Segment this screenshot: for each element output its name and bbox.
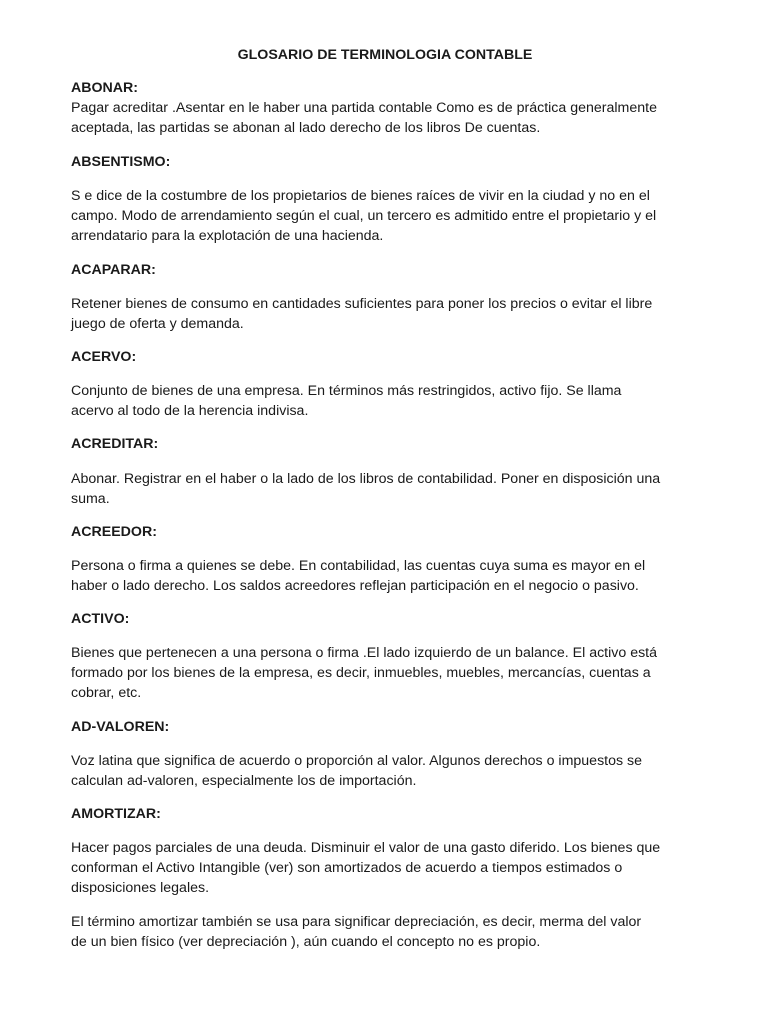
definition-line: formado por los bienes de la empresa, es decir, inmuebles, muebles, mercancías, cuentas a [71,665,651,681]
term-abonar: ABONAR: [71,80,138,96]
definition-line: Abonar. Registrar en el haber o la lado de los libros de contabilidad. Poner en disposición una [71,471,661,487]
definition-line: de un bien físico (ver depreciación ), aún cuando el concepto no es propio. [71,934,541,950]
definition-line: calculan ad-valoren, especialmente los de importación. [71,773,417,789]
definition-line: acervo al todo de la herencia indivisa. [71,403,309,419]
term-amortizar: AMORTIZAR: [71,806,161,822]
definition-acreedor [71,556,701,596]
term-ad-valoren: AD-VALOREN: [71,719,170,735]
definition-line: Persona o firma a quienes se debe. En contabilidad, las cuentas cuya suma es mayor en el [71,558,646,574]
definition-line: Hacer pagos parciales de una deuda. Disminuir el valor de una gasto diferido. Los bienes que [71,840,661,856]
definition-line: disposiciones legales. [71,880,210,896]
term-acreditar: ACREDITAR: [71,436,159,452]
definition-line: Voz latina que significa de acuerdo o proporción al valor. Algunos derechos o impuestos se [71,753,643,769]
definition-line: aceptada, las partidas se abonan al lado derecho de los libros De cuentas. [71,120,541,136]
definition-acreditar [71,469,701,509]
definition-ad-valoren [71,751,701,791]
definition-line: S e dice de la costumbre de los propietarios de bienes raíces de vivir en la ciudad y no en el [71,188,650,204]
definition-activo [71,643,701,703]
definition-acaparar [71,294,701,334]
definition-abonar [71,98,701,138]
definition-line: cobrar, etc. [71,685,142,701]
definition-line: El término amortizar también se usa para significar depreciación, es decir, merma del valor [71,914,642,930]
definition-line: Conjunto de bienes de una empresa. En términos más restringidos, activo fijo. Se llama [71,383,622,399]
definition-line: haber o lado derecho. Los saldos acreedores reflejan participación en el negocio o pasivo. [71,578,639,594]
term-activo: ACTIVO: [71,611,130,627]
definition-absentismo [71,186,701,246]
definition-line: Pagar acreditar .Asentar en le haber una partida contable Como es de práctica generalmente [71,100,657,116]
definition-line: conforman el Activo Intangible (ver) son amortizados de acuerdo a tiempos estimados o [71,860,623,876]
definition-line: suma. [71,491,110,507]
definition-acervo [71,381,701,421]
term-absentismo: ABSENTISMO: [71,154,171,170]
term-acaparar: ACAPARAR: [71,262,156,278]
definition-amortizar-extra [71,912,701,952]
document-title: GLOSARIO DE TERMINOLOGIA CONTABLE [237,47,533,63]
definition-line: campo. Modo de arrendamiento según el cual, un tercero es admitido entre el propietario y el [71,208,657,224]
definition-line: Bienes que pertenecen a una persona o firma .El lado izquierdo de un balance. El activo está [71,645,658,661]
term-acervo: ACERVO: [71,349,137,365]
definition-line: arrendatario para la explotación de una hacienda. [71,228,384,244]
definition-line: juego de oferta y demanda. [71,316,244,332]
definition-amortizar [71,838,701,898]
term-acreedor: ACREEDOR: [71,524,157,540]
definition-line: Retener bienes de consumo en cantidades suficientes para poner los precios o evitar el libre [71,296,653,312]
